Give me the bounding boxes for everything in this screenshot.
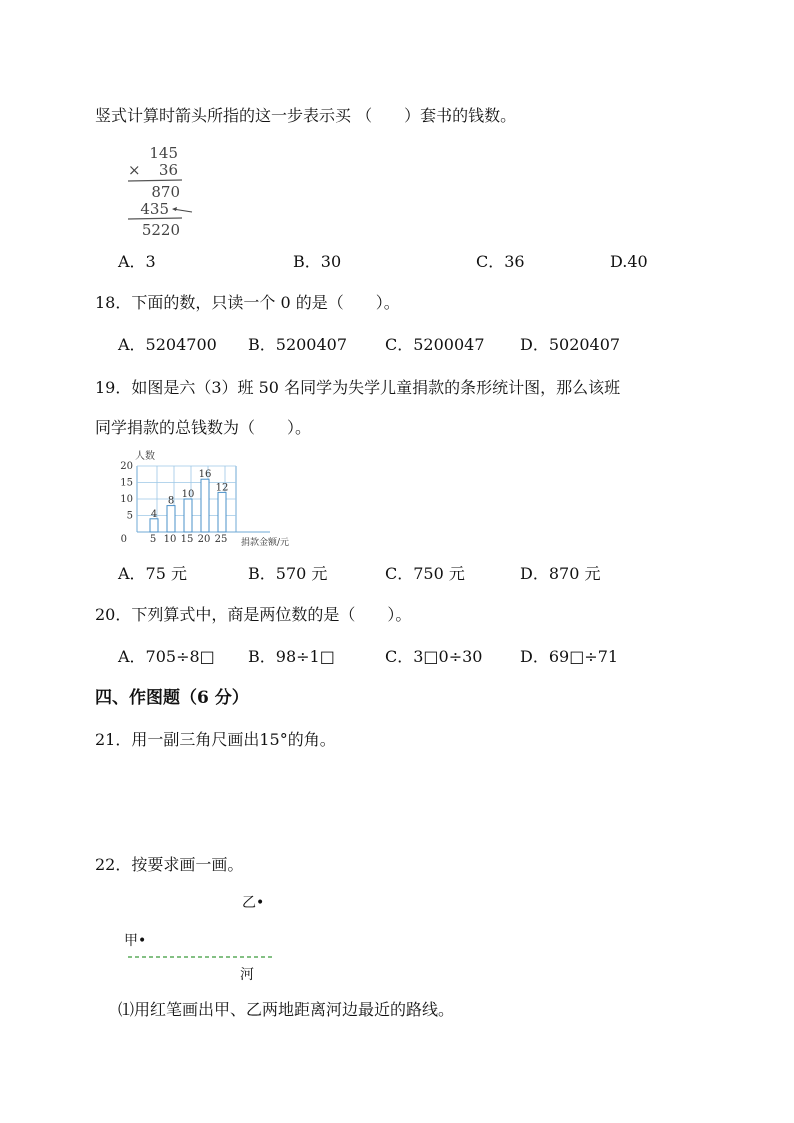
calc-partial1: 870 bbox=[151, 183, 180, 201]
bar-value-label: 8 bbox=[167, 495, 175, 507]
q22-stem: 22．按要求画一画。 bbox=[95, 855, 244, 874]
q22-sub1: ⑴用红笔画出甲、乙两地距离河边最近的路线。 bbox=[118, 1000, 455, 1019]
bar bbox=[167, 506, 175, 532]
bar-value-label: 4 bbox=[150, 508, 158, 520]
bar bbox=[201, 479, 209, 532]
river-label: 河 bbox=[240, 967, 254, 983]
q18-option-b[interactable]: B．5200407 bbox=[248, 335, 348, 354]
q19-option-c[interactable]: C．750 元 bbox=[385, 564, 465, 583]
x-tick-label: 10 bbox=[163, 534, 177, 545]
q17-option-c[interactable]: C．36 bbox=[476, 252, 525, 271]
q19-option-b[interactable]: B．570 元 bbox=[248, 564, 328, 583]
q21-stem: 21．用一副三角尺画出15°的角。 bbox=[95, 730, 336, 749]
x-tick-label: 25 bbox=[214, 534, 228, 545]
q19-option-a[interactable]: A．75 元 bbox=[118, 564, 188, 583]
q20-option-a[interactable]: A．705÷8□ bbox=[118, 647, 215, 666]
point-jia-label: 甲• bbox=[124, 933, 147, 949]
point-yi-label: 乙• bbox=[242, 895, 265, 911]
q17-option-a[interactable]: A．3 bbox=[118, 252, 156, 271]
calc-partial2: 435 bbox=[140, 200, 169, 218]
calc-line-1 bbox=[128, 180, 182, 181]
x-tick-label: 20 bbox=[197, 534, 211, 545]
bar bbox=[218, 492, 226, 532]
q17-option-b[interactable]: B．30 bbox=[293, 252, 342, 271]
x-axis-label: 捐款金额/元 bbox=[241, 538, 290, 548]
bar bbox=[184, 499, 192, 532]
q20-stem: 20．下列算式中，商是两位数的是（ ）。 bbox=[95, 605, 412, 624]
x-tick-label: 15 bbox=[180, 534, 194, 545]
q19-option-d[interactable]: D．870 元 bbox=[520, 564, 601, 583]
bar-value-label: 16 bbox=[198, 469, 212, 481]
river-line bbox=[128, 954, 278, 960]
q17-option-d[interactable]: D.40 bbox=[610, 252, 648, 271]
calc-line-2 bbox=[128, 218, 182, 219]
y-axis-label: 人数 bbox=[135, 451, 155, 462]
calc-result: 5220 bbox=[141, 221, 180, 239]
donation-bar-chart bbox=[115, 448, 315, 548]
q18-option-d[interactable]: D．5020407 bbox=[520, 335, 621, 354]
y-tick-label: 10 bbox=[120, 494, 133, 505]
q17-stem: 竖式计算时箭头所指的这一步表示买 （ ）套书的钱数。 bbox=[95, 106, 517, 125]
q20-option-d[interactable]: D．69□÷71 bbox=[520, 647, 619, 666]
bar-value-label: 10 bbox=[181, 489, 195, 500]
q17-vertical-calculation bbox=[120, 140, 210, 240]
q20-option-b[interactable]: B．98÷1□ bbox=[248, 647, 335, 666]
q19-stem-line2: 同学捐款的总钱数为（ ）。 bbox=[95, 418, 312, 437]
calc-top: 145 bbox=[149, 144, 178, 162]
bar-value-label: 12 bbox=[215, 482, 229, 494]
calc-arrow-head bbox=[172, 207, 177, 211]
section-4-title: 四、作图题（6 分） bbox=[95, 688, 249, 708]
q18-option-c[interactable]: C．5200047 bbox=[385, 335, 485, 354]
x-tick-label: 5 bbox=[149, 534, 157, 545]
y-tick-label: 20 bbox=[120, 461, 133, 472]
calc-op: × bbox=[128, 161, 141, 179]
q19-stem-line1: 19．如图是六（3）班 50 名同学为失学儿童捐款的条形统计图，那么该班 bbox=[95, 378, 621, 397]
q18-option-a[interactable]: A．5204700 bbox=[118, 335, 217, 354]
calc-multiplier: 36 bbox=[158, 161, 178, 179]
q20-option-c[interactable]: C．3□0÷30 bbox=[385, 647, 483, 666]
y-tick-label: 5 bbox=[126, 510, 133, 522]
y-tick-label: 0 bbox=[120, 534, 127, 545]
bar bbox=[150, 519, 158, 532]
y-tick-label: 15 bbox=[120, 477, 133, 489]
q18-stem: 18．下面的数，只读一个 0 的是（ ）。 bbox=[95, 293, 400, 312]
